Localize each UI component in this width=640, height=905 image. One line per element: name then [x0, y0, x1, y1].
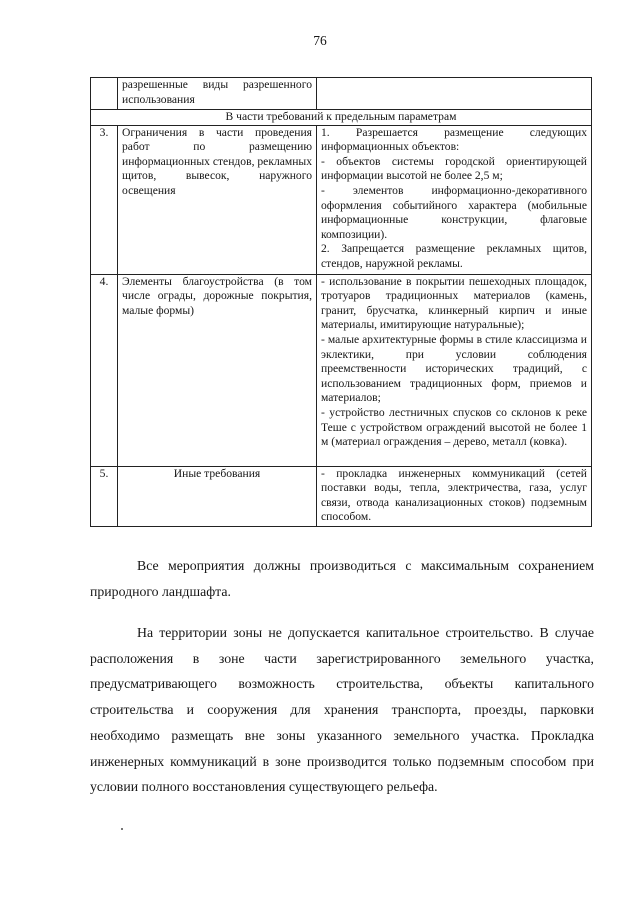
- section-heading: В части требований к предельным параметрам: [91, 110, 592, 126]
- row-number: 3.: [91, 125, 118, 274]
- table-row: [91, 125, 592, 274]
- body-paragraph: Все мероприятия должны производиться с максимальным сохранением природного ландшафта.: [90, 558, 594, 599]
- requirements-table: [90, 77, 592, 527]
- table-row: [91, 466, 592, 526]
- row-number: [91, 78, 118, 110]
- table-row: [91, 78, 592, 110]
- row-value: 1. Разрешается размещение следующих информационных объектов: - объектов системы городской ориентирующей информации высотой не более 2,5 м; - элементов информационно-декоративного оформления событийного характера (мобильные информационные конструкции, флаговые композиции). 2. Запрещается размещение рекламных щитов, стендов, наружной рекламы.: [317, 125, 592, 274]
- table-section-row: [91, 110, 592, 126]
- body-paragraph: На территории зоны не допускается капитальное строительство. В случае расположения в зоне части зарегистрированного земельного участка, предусматривающего возможность строительства, объекты капитального строительства и сооружения для хранения транспорта, проезды, парковки необходимо размещать вне зоны указанного земельного участка. Прокладка инженерных коммуникаций в зоне производится только подземным способом при условии полного восстановления существующего рельефа.: [90, 625, 594, 795]
- row-number: 5.: [91, 466, 118, 526]
- row-name: Ограничения в части проведения работ по размещению информационных стендов, рекламных щитов, вывесок, наружного освещения: [118, 125, 317, 274]
- row-name: Элементы благоустройства (в том числе ограды, дорожные покрытия, малые формы): [118, 274, 317, 466]
- table-row: [91, 274, 592, 466]
- row-name: разрешенные виды разрешенного использования: [118, 78, 317, 110]
- row-value: - прокладка инженерных коммуникаций (сетей поставки воды, тепла, электричества, газа, услуг связи, отвода канализационных стоков) подземным способом.: [317, 466, 592, 526]
- row-name: Иные требования: [118, 466, 317, 526]
- row-number: 4.: [91, 274, 118, 466]
- scan-speck: [121, 828, 123, 830]
- page-number: 76: [313, 33, 327, 48]
- row-value: [317, 78, 592, 110]
- row-value: - использование в покрытии пешеходных площадок, тротуаров традиционных материалов (камень, гранит, брусчатка, клинкерный кирпич и иные материалы, имитирующие натуральные); - малые архитектурные формы в стиле классицизма и эклектики, при условии соблюдения преемственности исторических традиций, с использованием традиционных форм, приемов и материалов; - устройство лестничных спусков со склонов к реке Теше с устройством ограждений высотой не более 1 м (материал ограждения – дерево, металл (ковка).: [317, 274, 592, 466]
